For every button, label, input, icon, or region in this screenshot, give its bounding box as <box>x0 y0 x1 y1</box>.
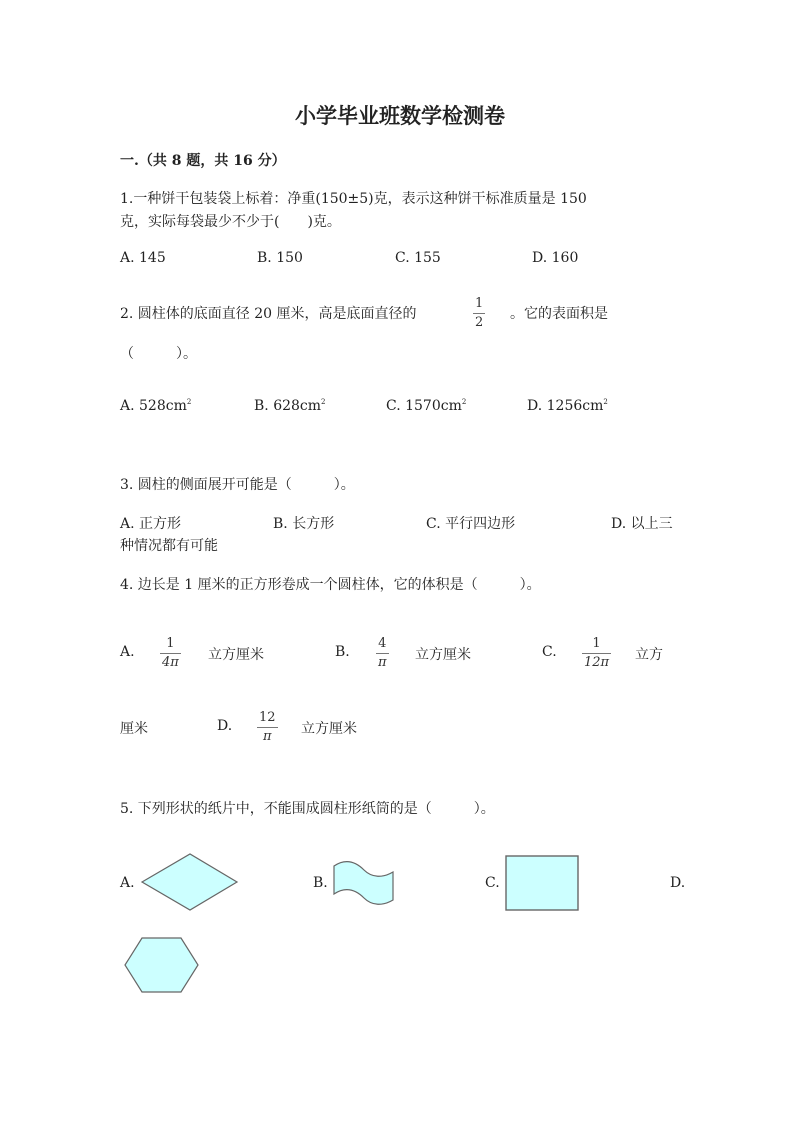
q2-frac-num: 1 <box>475 296 484 311</box>
rhombus-shape <box>140 852 240 912</box>
hexagon-shape <box>123 936 201 994</box>
page-title: 小学毕业班数学检测卷 <box>295 103 505 128</box>
q1-option-d: D. 160 <box>532 250 579 266</box>
q4-frac-d: 12 π <box>259 710 276 744</box>
q3-option-d: D. 以上三 <box>611 516 673 532</box>
q2-text-before: 2. 圆柱体的底面直径 20 厘米，高是底面直径的 <box>120 306 417 322</box>
fraction-bar <box>473 313 485 314</box>
q2-frac-den: 2 <box>475 315 484 330</box>
rectangle-shape <box>504 854 580 912</box>
q2-fraction <box>473 296 485 330</box>
q4-label-b: B. <box>335 644 350 660</box>
q1-option-c: C. 155 <box>395 250 441 266</box>
q3-text: 3. 圆柱的侧面展开可能是（ ）。 <box>120 477 355 493</box>
q2-option-d: D. $1256cm^2$ <box>527 398 608 414</box>
q5-text: 5. 下列形状的纸片中，不能围成圆柱形纸筒的是（ ）。 <box>120 801 495 817</box>
q2-option-c: C. $1570cm^2$ <box>386 398 467 414</box>
q4-text: 4. 边长是 1 厘米的正方形卷成一个圆柱体，它的体积是（ ）。 <box>120 577 541 593</box>
q2-line2: （ ）。 <box>120 346 197 362</box>
q5-label-d: D. <box>670 875 686 891</box>
q1-option-b: B. 150 <box>257 250 303 266</box>
q4-label-c: C. <box>542 644 557 660</box>
wavy-flag-shape <box>331 860 397 910</box>
q4-unit-c-part1: 立方 <box>635 647 663 663</box>
q4-unit-a: 立方厘米 <box>208 647 264 663</box>
q5-label-a: A. <box>120 875 135 891</box>
q2-text-after: 。它的表面积是 <box>510 306 608 322</box>
q1-line1: 1.一种饼干包装袋上标着：净重(150±5)克，表示这种饼干标准质量是 150 <box>120 191 587 207</box>
q4-label-a: A. <box>120 644 135 660</box>
q5-label-c: C. <box>485 875 500 891</box>
q3-option-c: C. 平行四边形 <box>426 516 516 532</box>
q4-unit-b: 立方厘米 <box>415 647 471 663</box>
q1-option-a: A. 145 <box>120 250 166 266</box>
q4-frac-b: 4 π <box>378 636 387 670</box>
q4-label-d: D. <box>217 718 233 734</box>
q4-unit-d: 立方厘米 <box>301 721 357 737</box>
q4-unit-c-part2: 厘米 <box>120 721 148 737</box>
q4-frac-c: 1 12π <box>584 636 610 670</box>
q4-frac-a: 1 4π <box>162 636 179 670</box>
q2-option-b: B. $628cm^2$ <box>254 398 326 414</box>
q3-option-d-cont: 种情况都有可能 <box>120 538 218 554</box>
q1-line2: 克，实际每袋最少不少于( )克。 <box>120 214 341 230</box>
q5-label-b: B. <box>313 875 328 891</box>
q2-option-a: A. $528cm^2$ <box>120 398 192 414</box>
q3-option-a: A. 正方形 <box>120 516 182 532</box>
q3-option-b: B. 长方形 <box>273 516 335 532</box>
section-heading: 一.（共 8 题，共 16 分） <box>120 153 286 169</box>
